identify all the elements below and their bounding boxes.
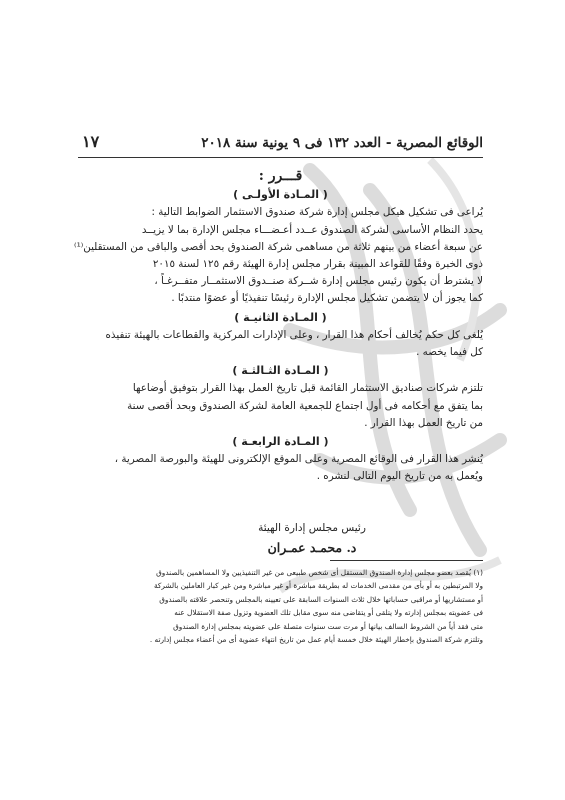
footnote-line: أو مستشاريها أو مراقبى حساباتها خلال ثلاث السنوات السابقة على تعيينه بالمجلس وتنحصر علاقته بالصندوق [159, 594, 483, 604]
signature-block [242, 522, 382, 555]
header-divider [78, 157, 483, 158]
article-3-heading: ( المـادة الثـالثـة ) [232, 364, 329, 378]
article-3-line: بما يتفق مع أحكامه فى أول اجتماع للجمعية العامة لشركة الصندوق وبحد أقصى سنة [127, 399, 483, 412]
footnote-line: متى فقد أياً من الشروط السالف بيانها أو مرت ست سنوات متصلة على عضويته بمجلس إدارة الصندوق [173, 621, 483, 631]
article-1-line: كما يجوز أن لا يتضمن تشكيل مجلس الإدارة رئيسًا تنفيذيًا أو عضوًا منتدبًا . [171, 292, 483, 305]
decree-title: قـــرر : [258, 168, 303, 184]
footnote-line: فى عضويته بمجلس إدارته ولا يتلقى أو يتقاضى منه سوى مقابل تلك العضوية وتزول صفة الاستقلال عنه [174, 608, 483, 618]
article-1-line: لا يشترط أن يكون رئيس مجلس إدارة شــركة صنــدوق الاستثمــار متفــرغـاً ، [154, 275, 483, 288]
article-4-line: ويُعمل به من تاريخ اليوم التالى لنشره . [316, 470, 483, 483]
article-4-heading: ( المـادة الرابعـة ) [232, 435, 329, 449]
article-1-line: يُراعى فى تشكيل هيكل مجلس إدارة شركة صندوق الاستثمار الضوابط التالية : [151, 206, 483, 219]
article-1-line: ذوى الخبرة وفقًا للقواعد المبينة بقرار مجلس إدارة الهيئة رقم ١٢٥ لسنة ٢٠١٥ [152, 258, 483, 271]
article-3-line: تلتزم شركات صناديق الاستثمار القائمة قبل تاريخ العمل بهذا القرار بتوفيق أوضاعها [132, 382, 483, 395]
footnote-divider [330, 560, 483, 561]
gazette-issue-title: الوقائع المصرية - العدد ١٣٢ فى ٩ يونية سنة ٢٠١٨ [201, 135, 483, 151]
decree-body [74, 168, 483, 486]
signatory-name: د. محمـد عمـران [267, 540, 357, 555]
article-1-line: عن سبعة أعضاء من بينهم ثلاثة من مساهمى شركة الصندوق بحد أقصى والباقى من المستقلين⁽¹⁾ [74, 240, 483, 253]
article-2-heading: ( المـادة الثانيـة ) [234, 310, 327, 324]
footnote-line: ولا المرتبطين به أو بأى من مقدمى الخدمات له بطريقة مباشرة أو غير مباشرة ومن غير كبار العاملين بالشركة [154, 581, 483, 591]
signatory-role: رئيس مجلس إدارة الهيئة [258, 522, 366, 534]
page-number: ١٧ [82, 132, 100, 151]
article-3-line: من تاريخ العمل بهذا القرار . [364, 416, 483, 429]
article-1-heading: ( المـادة الأولـى ) [233, 188, 328, 202]
footnote-line: (١) يُقصد بعضو مجلس إدارة الصندوق المستقل أى شخص طبيعى من غير التنفيذيين ولا المساهمين بالصندوق [156, 568, 483, 577]
article-1-line: يحدد النظام الأساسى لشركة الصندوق عــدد أعـضـــاء مجلس الإدارة بما لا يزيــد [141, 223, 483, 236]
article-2-line: يُلغى كل حكم يُخالف أحكام هذا القرار ، وعلى الإدارات المركزية والقطاعات بالهيئة تنفيذه [105, 328, 483, 341]
footnote [78, 566, 483, 646]
page-header [78, 132, 483, 160]
article-4-line: يُنشر هذا القرار فى الوقائع المصرية وعلى الموقع الإلكترونى للهيئة والبورصة المصرية ، [114, 453, 483, 466]
article-2-line: كل فيما يخصه . [416, 346, 483, 359]
footnote-line: وتلتزم شركة الصندوق بإخطار الهيئة خلال خمسة أيام عمل من تاريخ انتهاء عضوية أى من أعضاء مجلس إدارته . [149, 635, 483, 645]
